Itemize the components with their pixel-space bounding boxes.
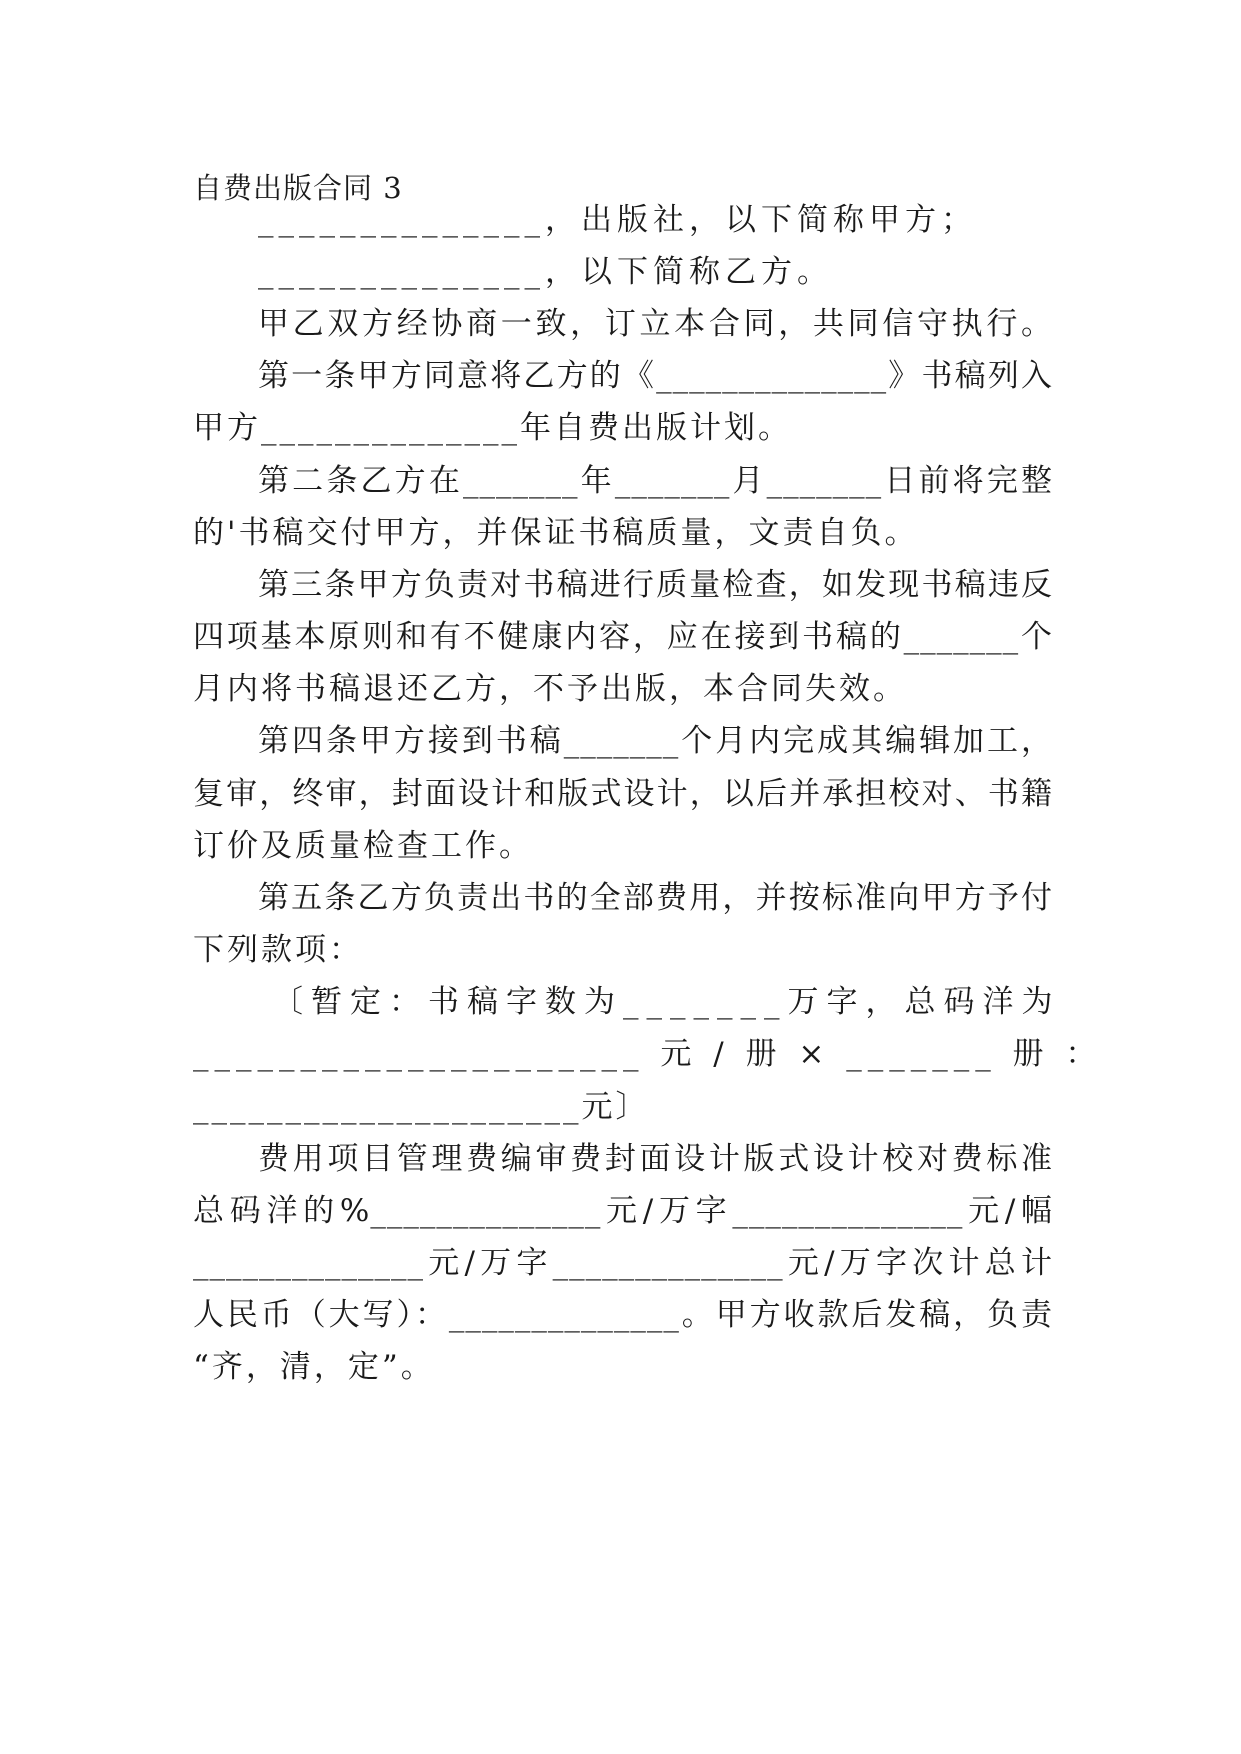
paragraph-line: 月内将书稿退还乙方，不予出版，本合同失效。	[193, 671, 907, 707]
paragraph-line: 甲方______________年自费出版计划。	[193, 410, 792, 446]
paragraph-line: 甲乙双方经协商一致，订立本合同，共同信守执行。	[258, 306, 1053, 342]
paragraph-line: 复审，终审，封面设计和版式设计，以后并承担校对、书籍	[193, 776, 1053, 812]
paragraph-line: 订价及质量检查工作。	[193, 828, 533, 864]
paragraph-line: 第四条甲方接到书稿_______个月内完成其编辑加工，	[258, 723, 1053, 759]
paragraph-line: _____________________ 元 / 册 × _______ 册 ：	[193, 1036, 1103, 1072]
paragraph-line: “齐，清，定”。	[193, 1349, 435, 1385]
paragraph-line: ______________，以下简称乙方。	[258, 254, 833, 290]
paragraph-line: 第一条甲方同意将乙方的《______________》书稿列入	[258, 358, 1053, 394]
document-title: 自费出版合同 3	[193, 171, 403, 205]
paragraph-line: 费用项目管理费编审费封面设计版式设计校对费标准	[258, 1141, 1053, 1177]
paragraph-line: 下列款项：	[193, 932, 363, 968]
paragraph-line: 〔暂定：书稿字数为_______万字，总码洋为	[272, 984, 1061, 1020]
paragraph-line: 的'书稿交付甲方，并保证书稿质量，文责自负。	[193, 515, 919, 551]
paragraph-line: ______________元/万字______________元/万字次计总计	[193, 1245, 1053, 1281]
paragraph-line: 第五条乙方负责出书的全部费用，并按标准向甲方予付	[258, 880, 1053, 916]
paragraph-line: 总码洋的%______________元/万字______________元/幅	[193, 1193, 1053, 1229]
paragraph-line: 人民币（大写）：______________。甲方收款后发稿，负责	[193, 1297, 1053, 1333]
paragraph-line: _____________________元〕	[193, 1089, 650, 1125]
paragraph-line: 四项基本原则和有不健康内容，应在接到书稿的_______个	[193, 619, 1053, 655]
paragraph-line: 第三条甲方负责对书稿进行质量检查，如发现书稿违反	[258, 567, 1053, 603]
paragraph-line: 第二条乙方在_______年_______月_______日前将完整	[258, 463, 1053, 499]
paragraph-line: ______________，出版社，以下简称甲方；	[258, 202, 977, 238]
